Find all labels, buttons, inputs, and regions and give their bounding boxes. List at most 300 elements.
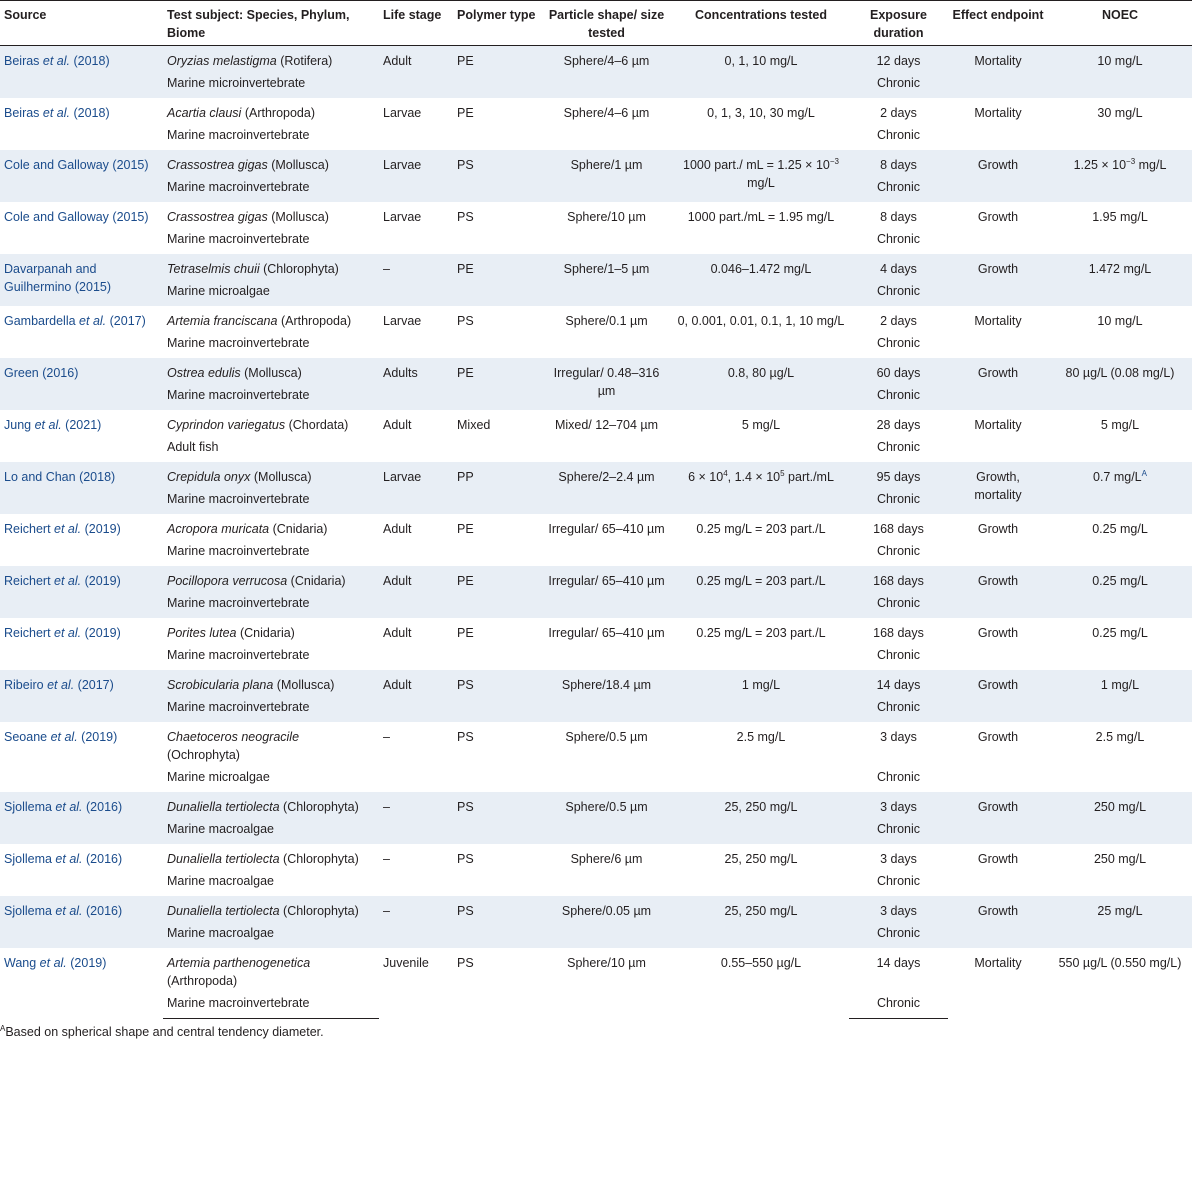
- header-exposure-duration: Exposure duration: [849, 1, 948, 46]
- duration-cell: 14 days: [849, 670, 948, 694]
- table-row: [0, 358, 1192, 410]
- endpoint-cell: Growth: [948, 566, 1048, 618]
- duration-cell: 2 days: [880, 106, 917, 120]
- noec-cell: $1.25 \times 10^{-3}$ mg/L: [1048, 150, 1192, 202]
- source-cell: [0, 98, 163, 150]
- table-row: [0, 202, 1192, 254]
- source-cell: [0, 722, 163, 792]
- phylum: (Chlorophyta): [279, 852, 359, 866]
- phylum: (Ochrophyta): [167, 748, 240, 762]
- concentration-cell: 0, 0.001, 0.01, 0.1, 1, 10 mg/L: [677, 314, 845, 328]
- source-etal: et al.: [54, 626, 85, 640]
- shape-cell: Sphere/10 µm: [567, 956, 646, 970]
- noec-cell: 2.5 mg/L: [1095, 730, 1145, 744]
- table-footnote: [0, 1019, 1192, 1039]
- shape-cell: Mixed/ 12–704 µm: [554, 418, 659, 432]
- table-row: [0, 462, 1192, 514]
- source-year: (2017): [109, 314, 146, 328]
- concentration-cell: 1 mg/L: [673, 670, 849, 722]
- shape-cell: Irregular/ 0.48–316 µm: [540, 358, 673, 410]
- shape-cell: Sphere/1–5 µm: [540, 254, 673, 306]
- species-name: Ostrea edulis: [167, 366, 241, 380]
- chronic-cell: Chronic: [849, 486, 948, 514]
- source-etal: et al.: [42, 54, 74, 68]
- endpoint-cell: Growth: [948, 670, 1048, 722]
- table-row: [0, 844, 1192, 896]
- polymer-cell: PS: [453, 792, 540, 844]
- duration-cell: 8 days: [849, 150, 948, 174]
- chronic-cell: Chronic: [876, 232, 921, 246]
- source-author: Reichert: [4, 522, 55, 536]
- shape-cell: Sphere/0.5 µm: [540, 792, 673, 844]
- noec-cell: 250 mg/L: [1093, 852, 1147, 866]
- chronic-cell: Chronic: [849, 174, 948, 202]
- header-concentrations: Concentrations tested: [673, 1, 849, 46]
- duration-cell: 14 days: [876, 956, 921, 970]
- chronic-cell: Chronic: [849, 278, 948, 306]
- chronic-cell: Chronic: [849, 590, 948, 618]
- source-cell: [0, 566, 163, 618]
- chronic-cell: Chronic: [849, 990, 948, 1019]
- source-cell: [0, 948, 163, 1019]
- biome-cell: Marine microalgae: [163, 278, 379, 306]
- biome-cell: Marine macroalgae: [163, 816, 379, 844]
- source-cell: [0, 254, 163, 306]
- concentration-cell: 0.046–1.472 mg/L: [673, 254, 849, 306]
- noec-cell: 0.25 mg/L: [1048, 566, 1192, 618]
- shape-cell: Sphere/0.05 µm: [540, 896, 673, 948]
- noec-cell: 1.95 mg/L: [1092, 210, 1148, 224]
- header-polymer-type: Polymer type: [453, 1, 540, 46]
- life-stage-cell: Adult: [383, 522, 412, 536]
- source-author: Ribeiro: [4, 678, 48, 692]
- polymer-cell: PS: [453, 896, 540, 948]
- duration-cell: 95 days: [849, 462, 948, 486]
- chronic-cell: Chronic: [849, 70, 948, 98]
- species-cell: [163, 722, 379, 764]
- phylum: (Mollusca): [250, 470, 312, 484]
- life-stage-cell: Juvenile: [383, 956, 429, 970]
- endpoint-cell: Growth: [977, 730, 1019, 744]
- source-etal: et al.: [42, 106, 74, 120]
- species-name: Acropora muricata: [167, 522, 270, 536]
- source-author: Cole and Galloway: [4, 210, 113, 224]
- biome-cell: Adult fish: [167, 440, 219, 454]
- duration-cell: 3 days: [880, 730, 917, 744]
- chronic-cell: Chronic: [876, 874, 921, 888]
- endpoint-cell: Mortality: [974, 418, 1022, 432]
- species-name: Pocillopora verrucosa: [167, 574, 288, 588]
- shape-cell: Sphere/6 µm: [570, 852, 643, 866]
- species-cell: [163, 948, 379, 990]
- source-cell: [0, 202, 163, 254]
- biome-cell: Marine macroinvertebrate: [163, 590, 379, 618]
- duration-cell: 168 days: [873, 522, 924, 536]
- duration-cell: 3 days: [849, 792, 948, 816]
- species-name: Dunaliella tertiolecta: [167, 904, 280, 918]
- concentration-cell: 0, 1, 3, 10, 30 mg/L: [707, 106, 815, 120]
- polymer-cell: PS: [457, 852, 474, 866]
- source-cell: [0, 844, 163, 896]
- phylum: (Mollusca): [240, 366, 302, 380]
- species-name: Artemia parthenogenetica: [167, 956, 311, 970]
- source-author: Seoane: [4, 730, 51, 744]
- table-row: [0, 514, 1192, 566]
- biome-cell: Marine macroalgae: [167, 874, 274, 888]
- species-name: Tetraselmis chuii: [167, 262, 260, 276]
- chronic-cell: Chronic: [876, 128, 921, 142]
- endpoint-cell: Growth: [948, 358, 1048, 410]
- source-year: (2021): [65, 418, 102, 432]
- endpoint-cell: Growth: [948, 150, 1048, 202]
- life-stage-cell: –: [379, 792, 453, 844]
- species-cell: [163, 462, 379, 486]
- shape-cell: Irregular/ 65–410 µm: [548, 626, 665, 640]
- source-cell: [0, 618, 163, 670]
- polymer-cell: PE: [457, 522, 474, 536]
- endpoint-cell: Mortality: [974, 956, 1022, 970]
- source-author: Sjollema: [4, 904, 56, 918]
- endpoint-cell: Growth: [948, 896, 1048, 948]
- shape-cell: Sphere/4–6 µm: [563, 106, 650, 120]
- polymer-cell: PS: [457, 314, 474, 328]
- species-cell: [163, 306, 379, 330]
- species-cell: [163, 150, 379, 174]
- source-cell: [0, 410, 163, 462]
- header-subject: Test subject: Species, Phylum, Biome: [163, 1, 379, 46]
- phylum: (Chordata): [285, 418, 349, 432]
- biome-cell: Marine macroinvertebrate: [163, 174, 379, 202]
- duration-cell: 4 days: [849, 254, 948, 278]
- source-cell: [0, 670, 163, 722]
- concentration-cell: 2.5 mg/L: [736, 730, 786, 744]
- header-particle-shape: Particle shape/ size tested: [540, 1, 673, 46]
- shape-cell: Sphere/2–2.4 µm: [540, 462, 673, 514]
- noec-cell: 10 mg/L: [1048, 46, 1192, 99]
- source-year: (2019): [81, 730, 118, 744]
- species-name: Acartia clausi: [167, 106, 242, 120]
- chronic-cell: Chronic: [849, 382, 948, 410]
- biome-cell: Marine microalgae: [167, 770, 270, 784]
- species-name: Dunaliella tertiolecta: [167, 800, 280, 814]
- biome-cell: Marine macroinvertebrate: [167, 544, 310, 558]
- source-author: Wang: [4, 956, 40, 970]
- source-year: (2019): [84, 626, 121, 640]
- noec-cell: 0.25 mg/L: [1092, 522, 1148, 536]
- source-cell: [0, 896, 163, 948]
- biome-cell: Marine macroalgae: [163, 920, 379, 948]
- biome-cell: Marine macroinvertebrate: [163, 382, 379, 410]
- life-stage-cell: Adults: [379, 358, 453, 410]
- phylum: (Cnidaria): [236, 626, 295, 640]
- duration-cell: 168 days: [873, 626, 924, 640]
- species-name: Dunaliella tertiolecta: [167, 852, 280, 866]
- phylum: (Arthropoda): [167, 974, 238, 988]
- source-year: (2016): [86, 904, 123, 918]
- species-name: Crassostrea gigas: [167, 158, 268, 172]
- phylum: (Mollusca): [273, 678, 335, 692]
- chronic-cell: Chronic: [876, 770, 921, 784]
- life-stage-cell: Adult: [383, 418, 412, 432]
- phylum: (Chlorophyta): [279, 800, 359, 814]
- species-cell: [163, 254, 379, 278]
- species-name: Porites lutea: [167, 626, 237, 640]
- polymer-cell: PS: [457, 730, 474, 744]
- source-author: Cole and Galloway: [4, 158, 113, 172]
- species-name: Artemia franciscana: [167, 314, 278, 328]
- polymer-cell: PS: [453, 150, 540, 202]
- noec-cell: 1 mg/L: [1048, 670, 1192, 722]
- polymer-cell: Mixed: [457, 418, 491, 432]
- source-year: (2019): [70, 956, 107, 970]
- endpoint-cell: Growth: [948, 792, 1048, 844]
- source-etal: et al.: [55, 904, 86, 918]
- chronic-cell: Chronic: [876, 648, 921, 662]
- source-etal: et al.: [54, 522, 85, 536]
- species-cell: [163, 566, 379, 590]
- phylum: (Mollusca): [267, 158, 329, 172]
- polymer-cell: PS: [453, 670, 540, 722]
- species-name: Cyprindon variegatus: [167, 418, 286, 432]
- polymer-cell: PS: [457, 956, 474, 970]
- source-year: (2015): [112, 210, 149, 224]
- source-cell: [0, 358, 163, 410]
- noec-cell: 1.472 mg/L: [1048, 254, 1192, 306]
- life-stage-cell: Larvae: [379, 150, 453, 202]
- source-etal: et al.: [39, 956, 71, 970]
- concentration-cell: 0.55–550 µg/L: [720, 956, 802, 970]
- endpoint-cell: Growth: [977, 626, 1019, 640]
- source-cell: [0, 150, 163, 202]
- source-author: Green: [4, 366, 43, 380]
- phylum: (Cnidaria): [287, 574, 346, 588]
- life-stage-cell: Adult: [379, 670, 453, 722]
- source-year: (2016): [86, 852, 123, 866]
- endpoint-cell: Mortality: [974, 314, 1022, 328]
- life-stage-cell: Adult: [379, 566, 453, 618]
- life-stage-cell: Adult: [379, 46, 453, 99]
- biome-cell: Marine macroinvertebrate: [167, 648, 310, 662]
- source-year: (2015): [74, 280, 112, 294]
- life-stage-cell: Larvae: [383, 210, 422, 224]
- life-stage-cell: –: [379, 896, 453, 948]
- life-stage-cell: Larvae: [379, 462, 453, 514]
- polymer-cell: PE: [453, 358, 540, 410]
- concentration-cell: 0.25 mg/L = 203 part./L: [696, 626, 826, 640]
- concentration-cell: 25, 250 mg/L: [673, 792, 849, 844]
- endpoint-cell: Growth: [977, 522, 1019, 536]
- biome-cell: Marine macroinvertebrate: [163, 694, 379, 722]
- table-row: [0, 254, 1192, 306]
- polymer-cell: PE: [457, 106, 474, 120]
- source-year: (2018): [73, 106, 110, 120]
- endpoint-cell: Growth: [977, 210, 1019, 224]
- shape-cell: Irregular/ 65–410 µm: [540, 566, 673, 618]
- chronic-cell: Chronic: [849, 816, 948, 844]
- phylum: (Chlorophyta): [279, 904, 359, 918]
- source-author: Reichert: [4, 626, 55, 640]
- life-stage-cell: –: [383, 852, 390, 866]
- species-name: Scrobicularia plana: [167, 678, 274, 692]
- chronic-cell: Chronic: [849, 920, 948, 948]
- endpoint-cell: Growth: [977, 852, 1019, 866]
- life-stage-cell: –: [379, 254, 453, 306]
- shape-cell: Sphere/10 µm: [567, 210, 646, 224]
- polymer-cell: PE: [453, 566, 540, 618]
- species-cell: [163, 358, 379, 382]
- species-cell: [163, 670, 379, 694]
- noec-cell: 250 mg/L: [1048, 792, 1192, 844]
- table-row: [0, 150, 1192, 202]
- concentration-cell: 25, 250 mg/L: [724, 852, 798, 866]
- concentration-cell: 0.25 mg/L = 203 part./L: [673, 566, 849, 618]
- duration-cell: 12 days: [849, 46, 948, 71]
- phylum: (Chlorophyta): [259, 262, 339, 276]
- source-etal: et al.: [55, 800, 86, 814]
- species-cell: [163, 98, 379, 122]
- shape-cell: Sphere/0.5 µm: [565, 730, 648, 744]
- concentration-cell: $6 \times 10^4$, $1.4 \times 10^5$ part./mL: [673, 462, 849, 514]
- species-cell: [163, 792, 379, 816]
- life-stage-cell: Adult: [383, 626, 412, 640]
- source-year: (2016): [86, 800, 123, 814]
- biome-cell: Marine macroinvertebrate: [167, 336, 310, 350]
- shape-cell: Sphere/1 µm: [540, 150, 673, 202]
- noec-cell: 550 µg/L (0.550 mg/L): [1058, 956, 1182, 970]
- noec-cell: 0.7 $mg/L^A$: [1048, 462, 1192, 514]
- source-author: Jung: [4, 418, 35, 432]
- source-author: Lo and Chan: [4, 470, 80, 484]
- noec-cell: 30 mg/L: [1097, 106, 1143, 120]
- footnote-mark: A: [0, 1023, 6, 1033]
- source-cell: [0, 462, 163, 514]
- biome-cell: Marine microinvertebrate: [163, 70, 379, 98]
- source-etal: et al.: [47, 678, 78, 692]
- source-author: Davarpanah and Guilhermino: [4, 262, 97, 294]
- duration-cell: 168 days: [849, 566, 948, 590]
- species-name: Crepidula onyx: [167, 470, 251, 484]
- species-cell: [163, 896, 379, 920]
- table-header: [0, 1, 1192, 46]
- chronic-cell: Chronic: [849, 694, 948, 722]
- table-row: [0, 896, 1192, 948]
- duration-cell: 60 days: [849, 358, 948, 382]
- table-row: [0, 948, 1192, 1019]
- source-year: (2018): [79, 470, 116, 484]
- table-row: [0, 670, 1192, 722]
- source-etal: et al.: [50, 730, 82, 744]
- shape-cell: Sphere/4–6 µm: [540, 46, 673, 99]
- biome-cell: Marine macroinvertebrate: [167, 232, 310, 246]
- concentration-cell: 0.8, 80 µg/L: [673, 358, 849, 410]
- source-year: (2016): [42, 366, 79, 380]
- endpoint-cell: Growth, mortality: [948, 462, 1048, 514]
- endpoint-cell: Growth: [948, 254, 1048, 306]
- biome-cell: Marine macroinvertebrate: [163, 486, 379, 514]
- source-author: Sjollema: [4, 852, 56, 866]
- polymer-cell: PE: [453, 46, 540, 99]
- noec-cell: 80 µg/L (0.08 mg/L): [1048, 358, 1192, 410]
- source-cell: [0, 306, 163, 358]
- species-cell: [163, 410, 379, 434]
- source-year: (2017): [77, 678, 114, 692]
- shape-cell: Sphere/18.4 µm: [540, 670, 673, 722]
- concentration-cell: 0.25 mg/L = 203 part./L: [696, 522, 826, 536]
- polymer-cell: PE: [457, 626, 474, 640]
- table-row: [0, 306, 1192, 358]
- polymer-cell: PE: [453, 254, 540, 306]
- polymer-cell: PS: [457, 210, 474, 224]
- source-author: Reichert: [4, 574, 55, 588]
- concentration-cell: 0, 1, 10 mg/L: [673, 46, 849, 99]
- source-year: (2019): [84, 522, 121, 536]
- chronic-cell: Chronic: [876, 440, 921, 454]
- noec-cell: 10 mg/L: [1097, 314, 1143, 328]
- source-etal: et al.: [79, 314, 110, 328]
- species-name: Chaetoceros neogracile: [167, 730, 300, 744]
- phylum: (Arthropoda): [241, 106, 315, 120]
- source-author: Sjollema: [4, 800, 56, 814]
- table-row: [0, 566, 1192, 618]
- species-name: Crassostrea gigas: [167, 210, 268, 224]
- source-year: (2015): [112, 158, 149, 172]
- chronic-cell: Chronic: [876, 544, 921, 558]
- duration-cell: 3 days: [849, 896, 948, 920]
- source-year: (2019): [84, 574, 121, 588]
- endpoint-cell: Mortality: [948, 46, 1048, 99]
- phylum: (Mollusca): [267, 210, 329, 224]
- species-cell: [163, 514, 379, 538]
- species-cell: [163, 844, 379, 868]
- source-author: Beiras: [4, 106, 43, 120]
- endpoint-cell: Mortality: [974, 106, 1022, 120]
- concentration-cell: 1000 part./ mL = $1.25 \times 10^{-3}$ mg/L: [673, 150, 849, 202]
- life-stage-cell: Larvae: [383, 106, 422, 120]
- table-row: [0, 792, 1192, 844]
- source-author: Gambardella: [4, 314, 80, 328]
- phylum: (Rotifera): [276, 54, 333, 68]
- biome-cell: Marine macroinvertebrate: [163, 990, 379, 1019]
- noec-cell: 25 mg/L: [1048, 896, 1192, 948]
- noec-cell: 5 mg/L: [1100, 418, 1140, 432]
- source-etal: et al.: [34, 418, 66, 432]
- polymer-cell: PP: [453, 462, 540, 514]
- duration-cell: 8 days: [880, 210, 917, 224]
- source-cell: [0, 46, 163, 99]
- chronic-cell: Chronic: [876, 336, 921, 350]
- phylum: (Cnidaria): [269, 522, 328, 536]
- species-cell: [163, 618, 379, 642]
- species-cell: [163, 46, 379, 71]
- table-row: [0, 410, 1192, 462]
- noec-footnote-mark: A: [1141, 468, 1147, 478]
- header-life-stage: Life stage: [379, 1, 453, 46]
- biome-cell: Marine macroinvertebrate: [167, 128, 310, 142]
- species-cell: [163, 202, 379, 226]
- source-year: (2018): [73, 54, 110, 68]
- phylum: (Arthropoda): [277, 314, 352, 328]
- table-row: [0, 46, 1192, 99]
- concentration-cell: 5 mg/L: [741, 418, 781, 432]
- species-name: Oryzias melastigma: [167, 54, 277, 68]
- source-author: Beiras: [4, 54, 43, 68]
- source-cell: [0, 514, 163, 566]
- source-etal: et al.: [54, 574, 85, 588]
- concentration-cell: 25, 250 mg/L: [673, 896, 849, 948]
- footnote-text: Based on spherical shape and central tendency diameter.: [5, 1025, 324, 1039]
- duration-cell: 28 days: [876, 418, 921, 432]
- life-stage-cell: –: [383, 730, 390, 744]
